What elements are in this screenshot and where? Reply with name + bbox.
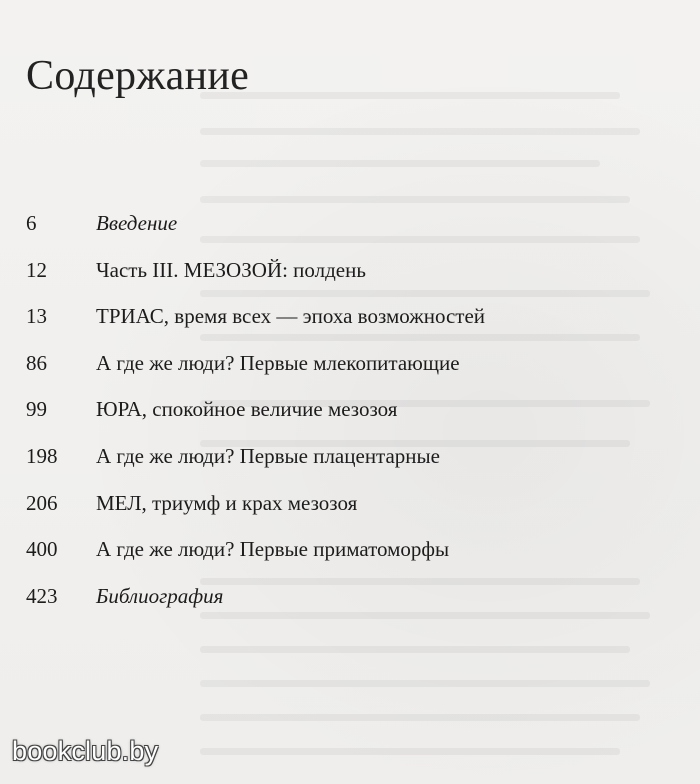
- toc-page-number: 198: [26, 443, 58, 468]
- toc-page-number: 13: [26, 304, 47, 329]
- toc-entry: [26, 303, 666, 350]
- toc-entry: [26, 490, 666, 537]
- toc-entry-title: А где же люди? Первые приматоморфы: [96, 537, 450, 562]
- toc-entry: [26, 443, 666, 490]
- page-title: Содержание: [26, 53, 250, 99]
- toc-entry: [26, 350, 666, 397]
- toc-page-number: 6: [26, 211, 37, 235]
- toc-entry-title: МЕЛ, триумф и крах мезозоя: [96, 490, 358, 515]
- bleed-through-line: [200, 714, 640, 721]
- toc-entry-title: Введение: [96, 211, 178, 235]
- bleed-through-line: [200, 92, 620, 99]
- site-watermark: bookclub.by: [12, 736, 159, 766]
- toc-entry-title: ЮРА, спокойное величие мезозоя: [96, 397, 398, 422]
- toc-entry: [26, 396, 666, 443]
- bleed-through-line: [200, 748, 620, 755]
- toc-page-number: 12: [26, 257, 47, 282]
- toc-entry-title: А где же люди? Первые млекопитающие: [96, 350, 460, 375]
- toc-entry-title: Часть III. МЕЗОЗОЙ: полдень: [96, 257, 366, 282]
- toc-entry: [26, 257, 666, 304]
- toc-page-number: 423: [26, 583, 58, 608]
- bleed-through-line: [200, 680, 650, 687]
- bleed-through-line: [200, 196, 630, 203]
- bleed-through-line: [200, 646, 630, 653]
- bleed-through-line: [200, 128, 640, 135]
- toc-entry: [26, 210, 666, 257]
- toc-entry-title: ТРИАС, время всех — эпоха возможностей: [96, 304, 486, 329]
- bleed-through-line: [200, 160, 600, 167]
- toc-page-number: 206: [26, 490, 58, 515]
- table-of-contents: [26, 210, 666, 629]
- toc-entry: [26, 536, 666, 583]
- toc-page-number: 400: [26, 537, 58, 562]
- toc-page-number: 99: [26, 397, 47, 422]
- toc-page-number: 86: [26, 350, 47, 375]
- toc-entry-title: А где же люди? Первые плацентарные: [96, 443, 440, 468]
- toc-entry-title: Библиография: [96, 583, 224, 608]
- toc-entry: [26, 583, 666, 630]
